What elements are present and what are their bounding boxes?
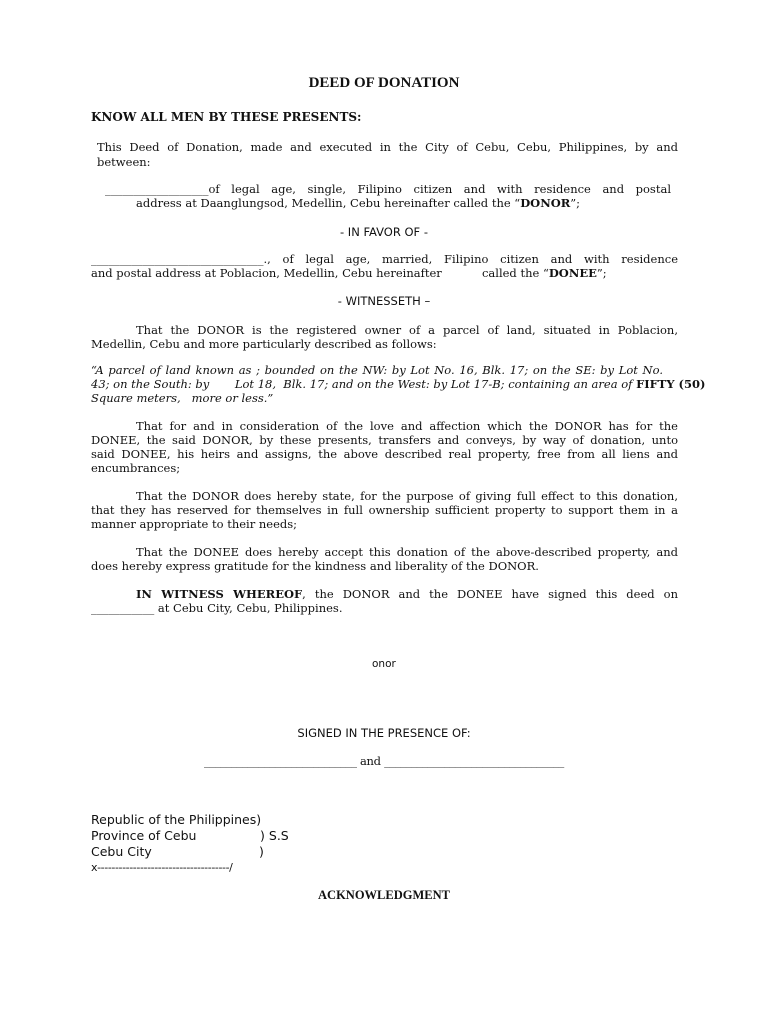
document-title: DEED OF DONATION: [308, 75, 460, 91]
paragraph-1-line-1: That the DONOR is the registered owner of a parcel of land, situated in Poblacion,: [136, 323, 678, 337]
donee-label: DONEE: [548, 266, 597, 280]
paragraph-4-line-1: That the DONEE does hereby accept this donation of the above-described property, and: [136, 545, 678, 559]
venue-city: Cebu City ): [91, 844, 264, 859]
donor-line-1: __________________of legal age, single, Filipino citizen and with residence and postal: [105, 182, 671, 196]
date-blank: ___________: [91, 601, 155, 615]
paragraph-2-line-3: said DONEE, his heirs and assigns, the above described real property, free from all liens and: [91, 447, 678, 461]
paragraph-1-line-2: Medellin, Cebu and more particularly described as follows:: [91, 337, 437, 351]
land-description-line-1: “A parcel of land known as ; bounded on the NW: by Lot No. 16, Blk. 17; on the SE: by Lot No.: [91, 363, 663, 377]
donor-label: DONOR: [520, 196, 571, 210]
in-favor-heading: - IN FAVOR OF -: [340, 225, 428, 239]
paragraph-4-line-2: does hereby express gratitude for the kindness and liberality of the DONOR.: [91, 559, 539, 573]
intro-line-2: between:: [97, 155, 151, 169]
witness-whereof-line-1: IN WITNESS WHEREOF, the DONOR and the DONEE have signed this deed on: [136, 587, 678, 601]
paragraph-3-line-2: that they has reserved for themselves in full ownership sufficient property to support them in a: [91, 503, 678, 517]
witnesseth-heading: - WITNESSETH –: [337, 294, 431, 308]
donee-name-blank: ______________________________: [91, 252, 264, 266]
witness-signature-lines: ____________________________ and _________________________________: [204, 754, 564, 768]
paragraph-2-line-2: DONEE, the said DONOR, by these presents, transfers and conveys, by way of donation, unto: [91, 433, 678, 447]
paragraph-3-line-3: manner appropriate to their needs;: [91, 517, 298, 531]
land-area: FIFTY (50): [636, 377, 706, 391]
intro-line-1: This Deed of Donation, made and executed in the City of Cebu, Cebu, Philippines, by and: [97, 140, 678, 154]
donor-name-blank: __________________: [105, 182, 209, 196]
paragraph-2-line-1: That for and in consideration of the love and affection which the DONOR has for the: [136, 419, 678, 433]
witness-whereof-line-2: ___________ at Cebu City, Cebu, Philippines.: [91, 601, 343, 615]
land-description-line-3: Square meters, more or less.”: [91, 391, 274, 405]
witness-whereof-phrase: IN WITNESS WHEREOF: [136, 587, 303, 601]
paragraph-3-line-1: That the DONOR does hereby state, for the purpose of giving full effect to this donation,: [136, 489, 678, 503]
venue-republic: Republic of the Philippines): [91, 812, 262, 827]
donor-line-2: address at Daanglungsod, Medellin, Cebu hereinafter called the “DONOR”;: [136, 196, 581, 210]
venue-province: Province of Cebu ) S.S: [91, 828, 289, 843]
signature-caption: onor: [372, 658, 396, 670]
donee-line-2: and postal address at Poblacion, Medellin, Cebu hereinafter called the “DONEE”;: [91, 266, 607, 280]
venue-divider: x-------------------------------------/: [91, 861, 233, 874]
know-all-heading: KNOW ALL MEN BY THESE PRESENTS:: [91, 110, 362, 124]
land-description-line-2: 43; on the South: by Lot 18, Blk. 17; and on the West: by Lot 17-B; containing an area of FIFTY (50): [91, 377, 706, 391]
donee-line-1: ______________________________., of legal age, married, Filipino citizen and with residence: [91, 252, 678, 266]
paragraph-2-line-4: encumbrances;: [91, 461, 181, 475]
signed-presence-heading: SIGNED IN THE PRESENCE OF:: [297, 726, 471, 740]
acknowledgment-heading: ACKNOWLEDGMENT: [318, 888, 450, 902]
